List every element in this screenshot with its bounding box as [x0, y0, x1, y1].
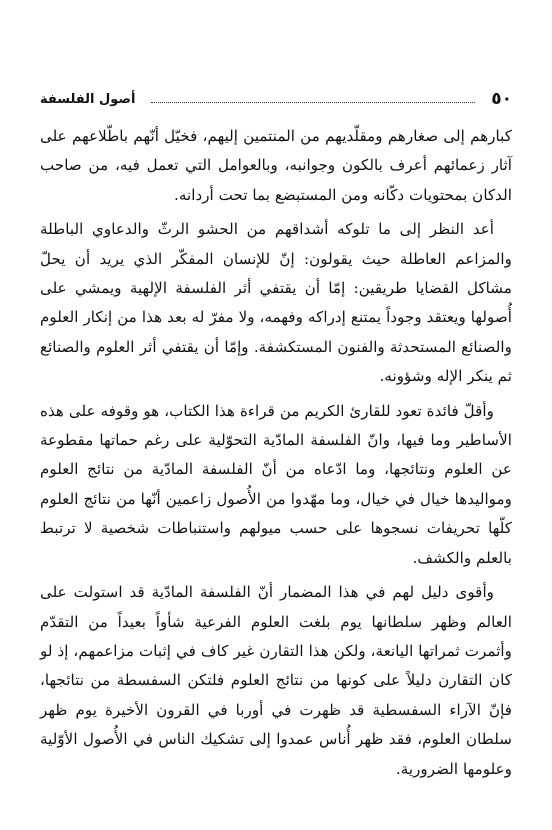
paragraph-3: وأقلّ فائدة تعود للقارئ الكريم من قراءة هذا الكتاب، هو وقوفه على هذه الأساطير وما فيها، وانّ الفلسفة المادّية التحوّلية على رغم حماتها مقطوعة عن العلوم ونتائجها، وما ادّعاه من أنّ الفلسفة المادّية من نتائج العلوم ومواليدها خيال في خيال، وما مهّدوا من الأُصول زاعمين أنّها من نتائج العلوم كلّها تحريفات نسجوها على حسب ميولهم واستنباطات شخصية لا ترتبط بالعلم والكشف.: [40, 401, 512, 567]
paragraph-2: أعد النظر إلى ما تلوكه أشداقهم من الحشو الرثّ والدعاوي الباطلة والمزاعم العاطلة حيث يقولون: إنّ للإنسان المفكّر الذي يريد أن يحلّ مشاكل القضايا طريقين: إمّا أن يقتفي أثر الفلسفة الإلهية ويمشي على أُصولها ويعتقد وجوداً يمتنع إدراكه وفهمه، ولا مفرّ له بعد هذا من إنكار العلوم والصنائع المستحدثة والفنون المستكشفة. وإمّا أن يقتفي أثر العلوم والصنائع ثم ينكر الإله وشؤونه.: [40, 220, 512, 386]
page-header: [40, 86, 512, 112]
running-title: أصول الفلسفة: [40, 91, 136, 107]
paragraph-4: وأقوى دليل لهم في هذا المضمار أنّ الفلسفة المادّية قد استولت على العالم وظهر سلطانها يوم بلغت العلوم الفرعية شأواً بعيداً من التقدّم وأثمرت ثمراتها اليانعة، ولكن هذا التقارن غير كاف في إثبات مزاعمهم، إذ لو كان التقارن دليلاً على كونها من نتائج العلوم فلتكن السفسطة من نتائجها، فإنّ الآراء السفسطية قد ظهرت في أوربا في القرون الأخيرة يوم ظهر سلطان العلوم، فقد ظهر أُناس عمدوا إلى تشكيك الناس في الأُصول الأوّلية وعلومها الضرورية.: [40, 583, 512, 778]
page-number: ٥٠: [491, 89, 512, 109]
paragraph-1: كبارهم إلى صغارهم ومقلّديهم من المنتمين إليهم، فخيّل أنّهم باطّلاعهم على آثار زعمائهم أعرف بالكون وجوانبه، وبالعوامل التي تعمل فيه، من صاحب الدكان بمحتويات دكّانه ومن المستبضع بما تحت أردانه.: [40, 127, 512, 204]
header-dotted-leader: [151, 102, 475, 103]
page-body: [40, 122, 512, 790]
